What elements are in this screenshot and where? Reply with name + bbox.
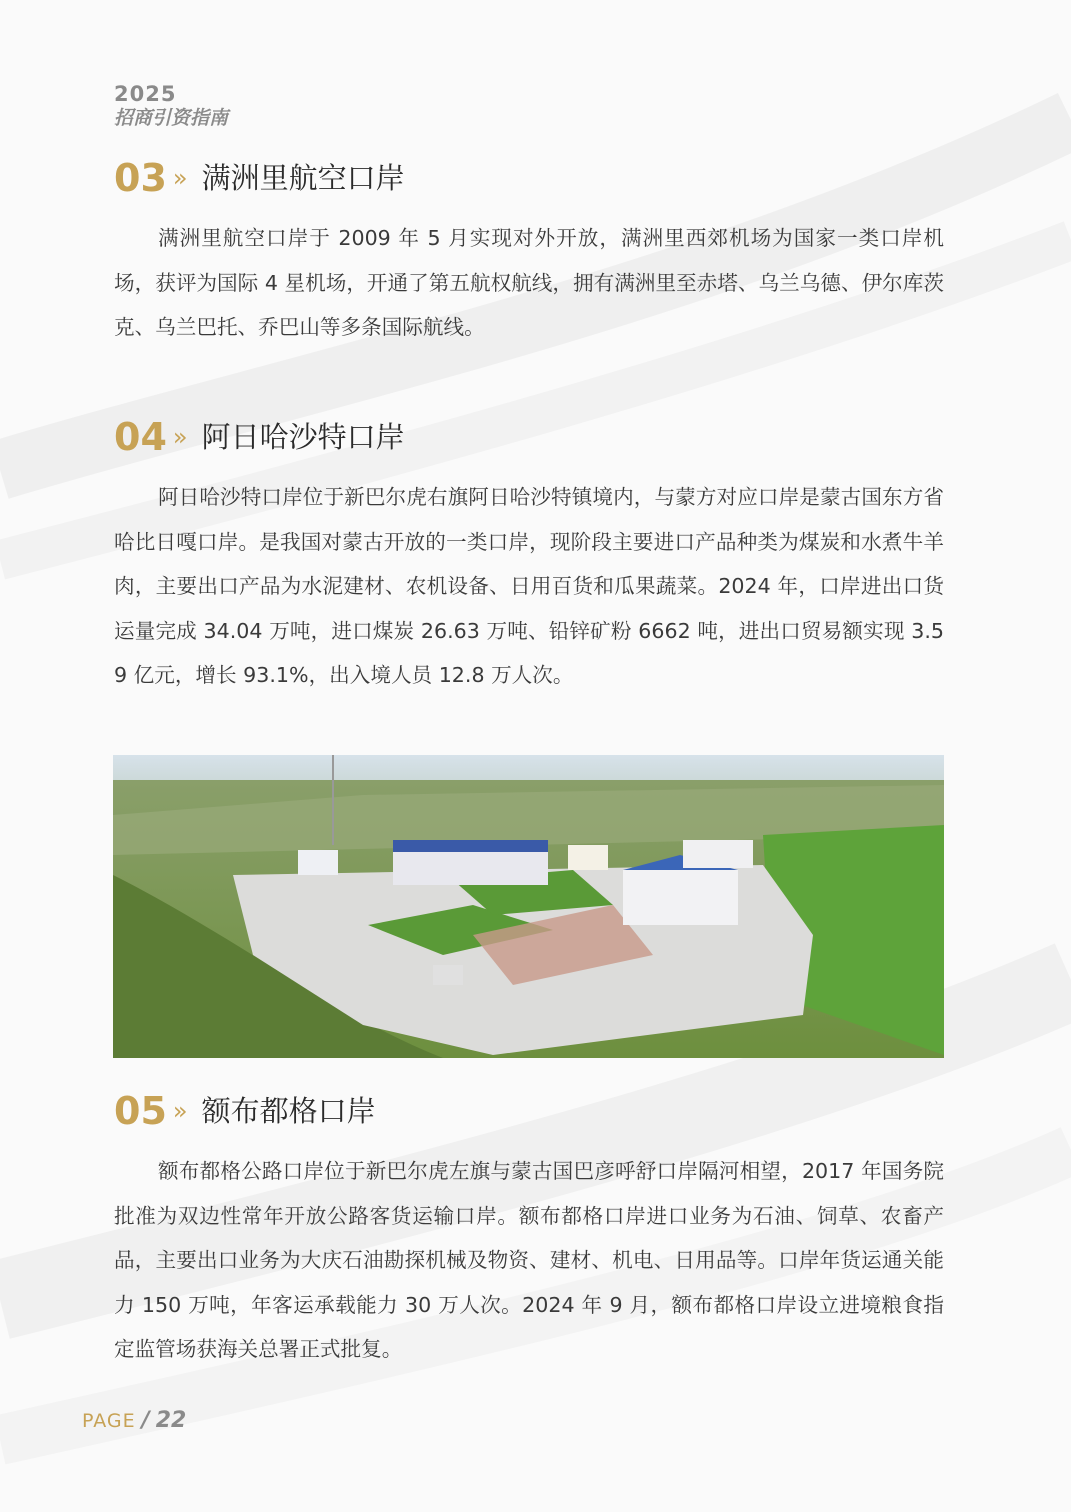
section-paragraph: 额布都格公路口岸位于新巴尔虎左旗与蒙古国巴彦呼舒口岸隔河相望，2017 年国务院批准为双边性常年开放公路客货运输口岸。额布都格口岸进口业务为石油、饲草、农畜产品，主要出口业务为大庆石油勘探机械及物资、建材、机电、日用品等。口岸年货运通关能力 150 万吨，年客运承载能力 30 万人次。2024 年 9 月，额布都格口岸设立进境粮食指定监管场获海关总署正式批复。 xyxy=(114,1159,944,1361)
port-aerial-photo xyxy=(113,755,944,1058)
page-separator: / xyxy=(141,1408,150,1433)
section-title: 满洲里航空口岸 xyxy=(201,161,405,195)
section-paragraph: 满洲里航空口岸于 2009 年 5 月实现对外开放，满洲里西郊机场为国家一类口岸机场，获评为国际 4 星机场，开通了第五航权航线，拥有满洲里至赤塔、乌兰乌德、伊尔库茨克、乌兰巴托、乔巴山等多条国际航线。 xyxy=(114,226,944,339)
section-heading xyxy=(114,412,944,462)
section-03 xyxy=(114,153,944,350)
section-05 xyxy=(114,1086,944,1372)
header-year: 2025 xyxy=(114,82,177,106)
section-title: 额布都格口岸 xyxy=(201,1094,376,1128)
page-number: 22 xyxy=(155,1408,187,1433)
page-footer xyxy=(82,1408,186,1433)
header-subtitle: 招商引资指南 xyxy=(114,107,229,129)
section-heading xyxy=(114,1086,944,1136)
section-number: 05 xyxy=(114,1089,167,1133)
section-heading xyxy=(114,153,944,203)
page-label: PAGE xyxy=(82,1409,136,1432)
chevron-right-icon: » xyxy=(172,423,188,451)
chevron-right-icon: » xyxy=(172,1097,188,1125)
section-number: 04 xyxy=(114,415,167,459)
page-header xyxy=(114,82,228,130)
section-04 xyxy=(114,412,944,698)
section-number: 03 xyxy=(114,156,167,200)
chevron-right-icon: » xyxy=(172,164,188,192)
section-title: 阿日哈沙特口岸 xyxy=(201,420,405,454)
section-paragraph: 阿日哈沙特口岸位于新巴尔虎右旗阿日哈沙特镇境内，与蒙方对应口岸是蒙古国东方省哈比日嘎口岸。是我国对蒙古开放的一类口岸，现阶段主要进口产品种类为煤炭和水煮牛羊肉，主要出口产品为水泥建材、农机设备、日用百货和瓜果蔬菜。2024 年，口岸进出口货运量完成 34.04 万吨，进口煤炭 26.63 万吨、铅锌矿粉 6662 吨，进出口贸易额实现 3.59 亿元，增长 93.1%，出入境人员 12.8 万人次。 xyxy=(114,485,944,687)
